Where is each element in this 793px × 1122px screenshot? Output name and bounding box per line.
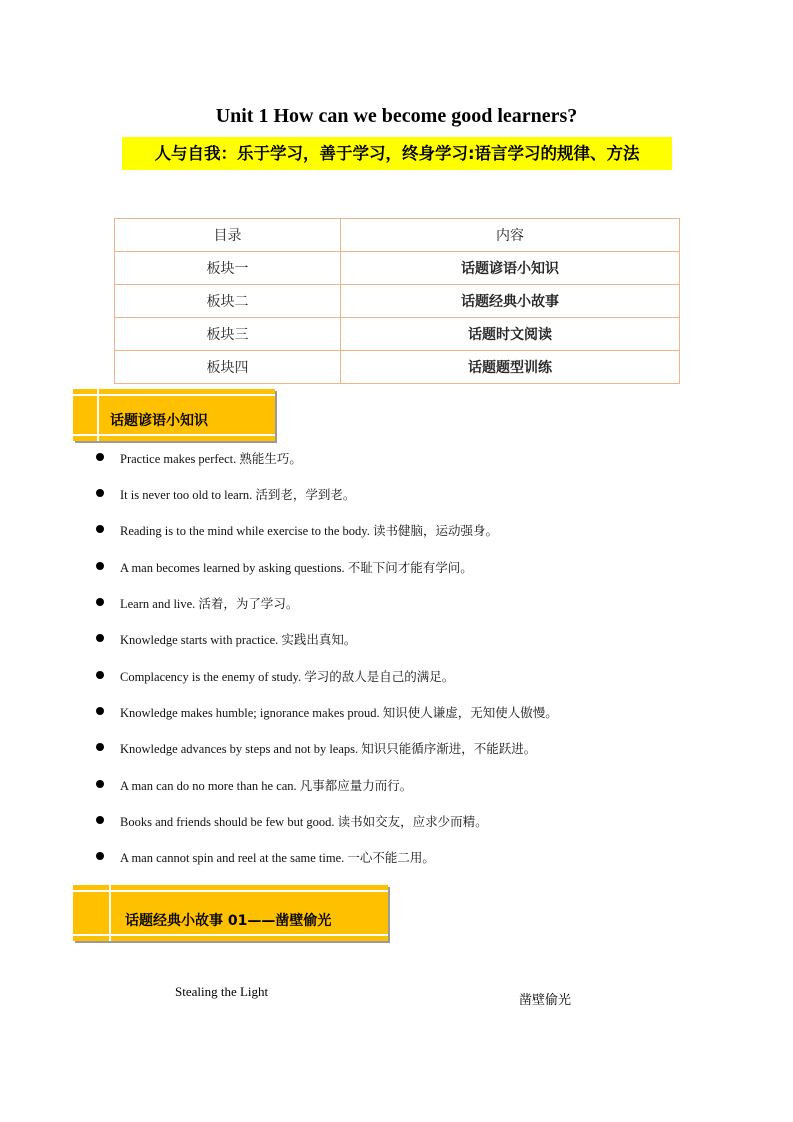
theme-subtitle: 人与自我：乐于学习，善于学习，终身学习:语言学习的规律、方法 <box>122 137 672 170</box>
bullet-icon <box>96 634 104 642</box>
story-title-english: Stealing the Light <box>175 984 269 999</box>
page-title: Unit 1 How can we become good learners? <box>215 105 578 127</box>
table-row <box>115 252 680 285</box>
banner-top-rule <box>73 394 275 396</box>
section-title: 话题谚语小知识 <box>341 252 680 285</box>
banner-bottom-rule <box>73 934 388 936</box>
section1-heading: 话题谚语小知识 <box>110 413 208 429</box>
contents-table <box>114 218 680 384</box>
section-title: 话题题型训练 <box>341 351 680 384</box>
list-item: Knowledge makes humble; ignorance makes proud. 知识使人谦虚，无知使人傲慢。 <box>120 703 558 721</box>
list-item: Knowledge advances by steps and not by leaps. 知识只能循序渐进，不能跃进。 <box>120 739 536 757</box>
bullet-icon <box>96 852 104 860</box>
table-row <box>115 285 680 318</box>
list-item: A man cannot spin and reel at the same time. 一心不能二用。 <box>120 848 435 866</box>
section-title: 话题经典小故事 <box>341 285 680 318</box>
table-header-row <box>115 219 680 252</box>
section2-banner <box>73 885 388 941</box>
section-number: 板块三 <box>115 318 341 351</box>
section2-heading: 话题经典小故事 01——凿壁偷光 <box>125 913 332 929</box>
bullet-icon <box>96 671 104 679</box>
header-content: 内容 <box>341 219 680 252</box>
bullet-icon <box>96 780 104 788</box>
bullet-icon <box>96 489 104 497</box>
bullet-icon <box>96 816 104 824</box>
banner-divider <box>97 389 99 441</box>
list-item: Learn and live. 活着，为了学习。 <box>120 594 298 612</box>
bullet-icon <box>96 707 104 715</box>
list-item: Knowledge starts with practice. 实践出真知。 <box>120 630 356 648</box>
table-row <box>115 318 680 351</box>
banner-top-rule <box>73 890 388 892</box>
section-number: 板块四 <box>115 351 341 384</box>
section1-banner <box>73 389 275 441</box>
story-title-chinese: 凿壁偷光 <box>519 993 572 1008</box>
table-row <box>115 351 680 384</box>
list-item: Books and friends should be few but good. 读书如交友，应求少而精。 <box>120 812 488 830</box>
list-item: Reading is to the mind while exercise to the body. 读书健脑，运动强身。 <box>120 521 498 539</box>
bullet-icon <box>96 598 104 606</box>
section-number: 板块二 <box>115 285 341 318</box>
section-title: 话题时文阅读 <box>341 318 680 351</box>
list-item: Complacency is the enemy of study. 学习的敌人是自己的满足。 <box>120 667 454 685</box>
bullet-icon <box>96 525 104 533</box>
banner-bottom-rule <box>73 434 275 436</box>
list-item: It is never too old to learn. 活到老，学到老。 <box>120 485 355 503</box>
bullet-icon <box>96 562 104 570</box>
list-item: A man can do no more than he can. 凡事都应量力而行。 <box>120 776 412 794</box>
section-number: 板块一 <box>115 252 341 285</box>
banner-divider <box>109 885 111 941</box>
list-item: A man becomes learned by asking questions. 不耻下问才能有学问。 <box>120 558 473 576</box>
bullet-icon <box>96 453 104 461</box>
bullet-icon <box>96 743 104 751</box>
header-directory: 目录 <box>115 219 341 252</box>
list-item: Practice makes perfect. 熟能生巧。 <box>120 449 302 467</box>
